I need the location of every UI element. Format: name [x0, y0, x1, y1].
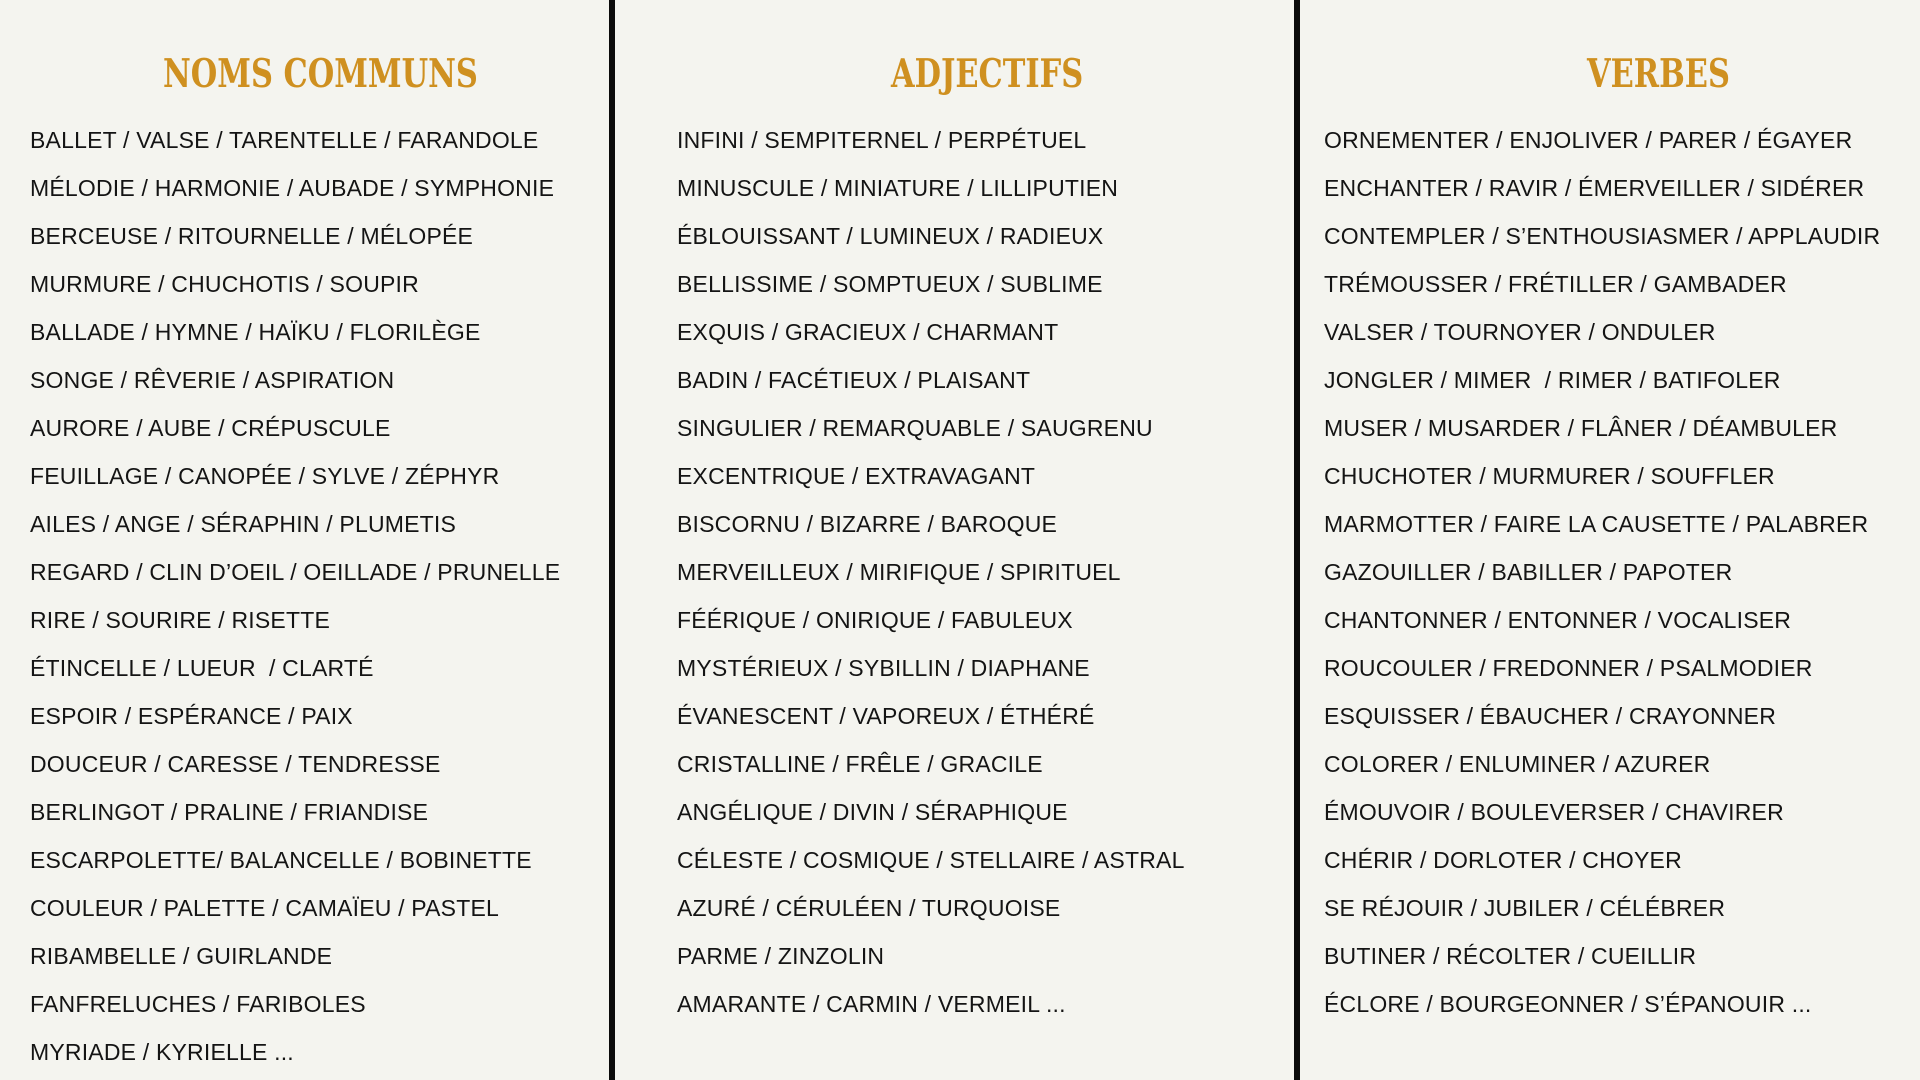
word-list-item: MARMOTTER / FAIRE LA CAUSETTE / PALABRER: [1324, 511, 1869, 537]
word-list-item: BERCEUSE / RITOURNELLE / MÉLOPÉE: [30, 223, 474, 249]
word-list-item: FANFRELUCHES / FARIBOLES: [30, 991, 366, 1017]
word-list-item: VALSER / TOURNOYER / ONDULER: [1324, 319, 1716, 345]
word-list-item: JONGLER / MIMER / RIMER / BATIFOLER: [1324, 367, 1781, 393]
column-noms-communs: [0, 0, 609, 1080]
word-list-item: SE RÉJOUIR / JUBILER / CÉLÉBRER: [1324, 895, 1726, 921]
word-list-item: ESPOIR / ESPÉRANCE / PAIX: [30, 703, 353, 729]
word-list-item: BALLADE / HYMNE / HAÏKU / FLORILÈGE: [30, 319, 481, 345]
word-list-item: ÉVANESCENT / VAPOREUX / ÉTHÉRÉ: [677, 703, 1095, 729]
word-list-item: ÉTINCELLE / LUEUR / CLARTÉ: [30, 655, 374, 681]
column-title-verbes: VERBES: [1587, 51, 1730, 97]
word-list-item: COULEUR / PALETTE / CAMAÏEU / PASTEL: [30, 895, 500, 921]
word-list-item: MINUSCULE / MINIATURE / LILLIPUTIEN: [677, 175, 1119, 201]
column-title-noms-communs: NOMS COMMUNS: [163, 51, 478, 97]
column-adjectifs: [615, 0, 1294, 1080]
word-list-item: ENCHANTER / RAVIR / ÉMERVEILLER / SIDÉRER: [1324, 175, 1865, 201]
word-list-item: MERVEILLEUX / MIRIFIQUE / SPIRITUEL: [677, 559, 1121, 585]
word-list-item: CHANTONNER / ENTONNER / VOCALISER: [1324, 607, 1792, 633]
word-list-item: MYRIADE / KYRIELLE ...: [30, 1039, 294, 1065]
word-list-item: BISCORNU / BIZARRE / BAROQUE: [677, 511, 1058, 537]
word-list-item: COLORER / ENLUMINER / AZURER: [1324, 751, 1711, 777]
word-list-item: BADIN / FACÉTIEUX / PLAISANT: [677, 367, 1031, 393]
word-list-item: ÉCLORE / BOURGEONNER / S’ÉPANOUIR ...: [1324, 991, 1812, 1017]
word-list-item: DOUCEUR / CARESSE / TENDRESSE: [30, 751, 441, 777]
word-list-item: ÉMOUVOIR / BOULEVERSER / CHAVIRER: [1324, 799, 1784, 825]
word-list-item: REGARD / CLIN D’OEIL / OEILLADE / PRUNELLE: [30, 559, 561, 585]
word-list-item: AMARANTE / CARMIN / VERMEIL ...: [677, 991, 1066, 1017]
word-list-noms-communs: [30, 120, 560, 1080]
word-list-item: ESCARPOLETTE/ BALANCELLE / BOBINETTE: [30, 847, 532, 873]
word-list-item: CÉLESTE / COSMIQUE / STELLAIRE / ASTRAL: [677, 847, 1185, 873]
word-list-item: RIRE / SOURIRE / RISETTE: [30, 607, 331, 633]
word-list-item: AZURÉ / CÉRULÉEN / TURQUOISE: [677, 895, 1061, 921]
word-list-item: MUSER / MUSARDER / FLÂNER / DÉAMBULER: [1324, 415, 1838, 441]
word-list-item: SONGE / RÊVERIE / ASPIRATION: [30, 367, 395, 393]
word-list-item: ANGÉLIQUE / DIVIN / SÉRAPHIQUE: [677, 799, 1068, 825]
word-list-item: INFINI / SEMPITERNEL / PERPÉTUEL: [677, 127, 1087, 153]
word-list-item: BALLET / VALSE / TARENTELLE / FARANDOLE: [30, 127, 539, 153]
column-verbes: [1300, 0, 1920, 1080]
word-list-item: ESQUISSER / ÉBAUCHER / CRAYONNER: [1324, 703, 1777, 729]
word-list-item: AILES / ANGE / SÉRAPHIN / PLUMETIS: [30, 511, 457, 537]
word-list-item: GAZOUILLER / BABILLER / PAPOTER: [1324, 559, 1733, 585]
word-list-verbes: [1324, 120, 1880, 1032]
word-list-item: PARME / ZINZOLIN: [677, 943, 885, 969]
column-title-adjectifs: ADJECTIFS: [891, 51, 1084, 97]
word-list-item: ROUCOULER / FREDONNER / PSALMODIER: [1324, 655, 1813, 681]
word-list-item: MURMURE / CHUCHOTIS / SOUPIR: [30, 271, 419, 297]
word-list-item: EXQUIS / GRACIEUX / CHARMANT: [677, 319, 1059, 345]
word-list-item: CONTEMPLER / S’ENTHOUSIASMER / APPLAUDIR: [1324, 223, 1881, 249]
word-list-item: CRISTALLINE / FRÊLE / GRACILE: [677, 751, 1043, 777]
word-list-item: CHUCHOTER / MURMURER / SOUFFLER: [1324, 463, 1775, 489]
word-list-item: FEUILLAGE / CANOPÉE / SYLVE / ZÉPHYR: [30, 463, 500, 489]
word-list-item: EXCENTRIQUE / EXTRAVAGANT: [677, 463, 1036, 489]
word-list-adjectifs: [677, 120, 1185, 1032]
word-list-item: SINGULIER / REMARQUABLE / SAUGRENU: [677, 415, 1153, 441]
word-list-item: TRÉMOUSSER / FRÉTILLER / GAMBADER: [1324, 271, 1787, 297]
word-list-item: FÉÉRIQUE / ONIRIQUE / FABULEUX: [677, 607, 1073, 633]
word-list-item: BUTINER / RÉCOLTER / CUEILLIR: [1324, 943, 1697, 969]
word-list-item: AURORE / AUBE / CRÉPUSCULE: [30, 415, 391, 441]
word-list-item: MYSTÉRIEUX / SYBILLIN / DIAPHANE: [677, 655, 1090, 681]
word-list-item: BELLISSIME / SOMPTUEUX / SUBLIME: [677, 271, 1103, 297]
word-list-item: RIBAMBELLE / GUIRLANDE: [30, 943, 333, 969]
word-list-item: CHÉRIR / DORLOTER / CHOYER: [1324, 847, 1682, 873]
word-list-item: ORNEMENTER / ENJOLIVER / PARER / ÉGAYER: [1324, 127, 1853, 153]
word-list-item: BERLINGOT / PRALINE / FRIANDISE: [30, 799, 429, 825]
word-list-item: MÉLODIE / HARMONIE / AUBADE / SYMPHONIE: [30, 175, 555, 201]
word-list-item: ÉBLOUISSANT / LUMINEUX / RADIEUX: [677, 223, 1104, 249]
